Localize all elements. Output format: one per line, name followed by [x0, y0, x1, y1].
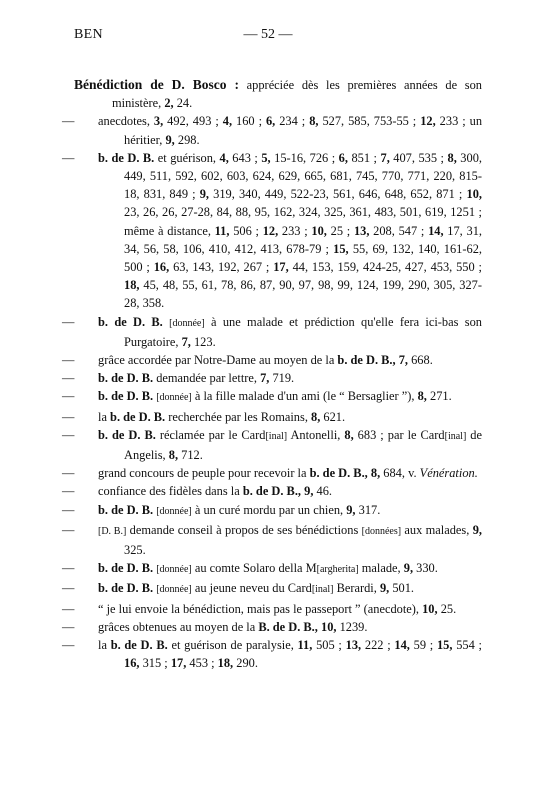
entry-text: 317. [355, 502, 381, 517]
index-subentry [62, 387, 482, 407]
entry-text: grâce accordée par Notre-Dame au moyen de la [98, 353, 338, 368]
entry-text: demandée par lettre, [153, 371, 261, 386]
editorial-insert: [argherita] [316, 564, 359, 576]
bold-ref: 15, [436, 638, 453, 653]
index-subentry [62, 351, 482, 369]
index-subentry [62, 408, 482, 426]
bold-ref: b. de D. B., [242, 484, 302, 499]
index-subentry [62, 559, 482, 579]
bold-ref: 12, [262, 223, 279, 238]
entry-text: 300, 449, 511, 592, 602, 603, 624, 629, 665, 681, 745, 770, 771, 220, 815-18, 831, 849 ; [124, 150, 482, 202]
bold-ref: 8, [447, 150, 457, 165]
bold-ref: 10, [422, 601, 438, 616]
bold-ref: 7, [181, 334, 191, 349]
editorial-insert: [inal] [311, 584, 334, 596]
entry-dash: — [62, 409, 75, 424]
entry-text: 506 ; [229, 223, 263, 238]
entry-dash: — [62, 484, 75, 499]
bold-ref: 7, [380, 150, 390, 165]
index-subentry [62, 501, 482, 521]
entry-text: 290. [233, 656, 258, 671]
entry-text: 683 ; par le Card [353, 427, 445, 442]
entry-text: réclamée par le Card [155, 427, 266, 442]
entry-dash: — [62, 427, 75, 442]
bold-ref: 12, [420, 114, 436, 129]
entry-text: 643 ; [228, 150, 262, 165]
bold-ref: 9, [199, 187, 210, 202]
bold-ref: 8, [370, 466, 381, 481]
bold-ref: 8, [311, 409, 321, 424]
bold-ref: 8, [344, 427, 354, 442]
entry-text: 24. [173, 96, 193, 111]
entry-dash: — [62, 638, 75, 653]
entry-text: grand concours de peuple pour recevoir la [98, 466, 310, 481]
entry-text: 45, 48, 55, 61, 78, 86, 87, 90, 97, 98, 99, 124, 199, 290, 305, 327-28, 358. [124, 278, 482, 311]
entry-text: malade, [358, 561, 404, 576]
entry-dash: — [62, 389, 75, 404]
bold-ref: 9, [304, 484, 314, 499]
editorial-insert: [D. B.] [98, 525, 127, 537]
bold-ref: 10, [321, 619, 337, 634]
entry-text: recherchée par les Romains, [165, 409, 312, 424]
entry-text: 25. [437, 601, 457, 616]
entry-text: 492, 493 ; [163, 114, 223, 129]
entry-text: 319, 340, 449, 522-23, 561, 646, 648, 652, 871 ; [209, 187, 467, 202]
entry-text: 15-16, 726 ; [270, 150, 339, 165]
editorial-insert: [données] [361, 525, 402, 537]
bold-ref: 7, [398, 353, 409, 368]
index-subentry [62, 149, 482, 313]
bold-ref: 9, [472, 522, 482, 537]
entry-dash: — [62, 581, 75, 596]
bold-ref: 3, [153, 114, 164, 129]
bold-ref: b. de D. B. [98, 314, 163, 329]
bold-ref: b. de D. B. [98, 427, 156, 442]
page-number: — 52 — [243, 27, 293, 42]
bold-ref: b. de D. B., [337, 353, 396, 368]
entry-dash: — [62, 466, 75, 481]
entry-text: appréciée dès les premières années de son ministère, [112, 78, 482, 111]
bold-ref: 7, [260, 371, 270, 386]
entry-text: 851 ; [347, 150, 381, 165]
bold-ref: B. de D. B., [258, 619, 318, 634]
index-entry-main [62, 76, 482, 112]
entry-text: à une malade et prédiction qu'elle fera ici-bas son Purgatoire, [124, 314, 482, 349]
entry-text: 123. [190, 334, 216, 349]
bold-ref: b. de D. B. [98, 389, 154, 404]
editorial-insert: [donnée] [156, 564, 192, 576]
bold-ref: 9, [346, 502, 356, 517]
bold-ref: 8, [168, 448, 179, 463]
bold-ref: 13, [345, 638, 362, 653]
entry-text: 233 ; [278, 223, 312, 238]
entry-text: 1239. [336, 619, 368, 634]
entry-text: aux malades, [401, 522, 473, 537]
entry-text: au comte Solaro della M [191, 561, 317, 576]
running-head-left: BEN [74, 27, 103, 42]
index-subentry [62, 482, 482, 500]
entry-dash: — [62, 522, 75, 537]
bold-ref: 15, [333, 241, 349, 256]
bold-ref: Bénédiction de D. Bosco : [74, 77, 239, 92]
entry-text: 325. [124, 543, 146, 558]
entry-dash: — [62, 371, 75, 386]
bold-ref: 2, [164, 96, 174, 111]
index-subentry [62, 636, 482, 672]
editorial-insert: [donnée] [169, 317, 205, 329]
index-subentry [62, 313, 482, 351]
index-subentry [62, 426, 482, 464]
bold-ref: 11, [214, 223, 230, 238]
entry-dash: — [62, 114, 75, 129]
entry-text: de Angelis, [124, 427, 482, 463]
bold-ref: 10, [466, 187, 482, 202]
entry-text: 505 ; [312, 638, 346, 653]
bold-ref: 8, [417, 389, 427, 404]
entry-text: demande conseil à propos de ses bénédictions [126, 522, 362, 537]
entry-text: confiance des fidèles dans la [98, 484, 243, 499]
bold-ref: b. de D. B. [98, 581, 154, 596]
index-subentry [62, 369, 482, 387]
entry-text: 44, 153, 159, 424-25, 427, 453, 550 ; [288, 260, 482, 275]
entry-text: 23, 26, 26, 27-28, 84, 88, 95, 162, 324, 325, 361, 483, 501, 619, 1251 ; même à distance, [124, 205, 482, 238]
editorial-insert: [inal] [444, 430, 467, 442]
editorial-insert: [donnée] [156, 584, 192, 596]
entry-text: 712. [178, 448, 203, 463]
index-subentry [62, 464, 482, 482]
bold-ref: 17, [273, 260, 289, 275]
bold-ref: 11, [297, 638, 313, 653]
entry-text: 208, 547 ; [369, 223, 429, 238]
bold-ref: 9, [379, 581, 390, 596]
bold-ref: 6, [265, 114, 276, 129]
entry-dash: — [62, 314, 75, 329]
index-body [62, 76, 482, 673]
entry-text: 25 ; [326, 223, 354, 238]
bold-ref: 5, [261, 150, 271, 165]
entry-text: au jeune neveu du Card [191, 581, 312, 596]
entry-text: grâces obtenues au moyen de la [98, 619, 259, 634]
bold-ref: 4, [219, 150, 229, 165]
bold-ref: b. de D. B. [98, 150, 155, 165]
entry-text: à la fille malade d'un ami (le “ Bersaglier ”), [191, 389, 418, 404]
entry-text: 55, 69, 132, 140, 161-62, 500 ; [124, 241, 482, 275]
bold-ref: 8, [309, 114, 319, 129]
entry-text: Berardi, [333, 581, 380, 596]
entry-text: 271. [426, 389, 452, 404]
entry-text: la [98, 409, 111, 424]
index-subentry [62, 112, 482, 148]
editorial-insert: [donnée] [156, 505, 192, 517]
entry-text: anecdotes, [98, 114, 154, 129]
bold-ref: 6, [338, 150, 348, 165]
entry-dash: — [62, 353, 75, 368]
entry-text: 719. [269, 371, 295, 386]
entry-dash: — [62, 150, 75, 165]
entry-dash: — [62, 601, 75, 616]
bold-ref: 10, [311, 223, 327, 238]
entry-text: Antonelli, [287, 427, 345, 442]
index-subentry [62, 521, 482, 559]
entry-text: 554 ; [452, 638, 482, 653]
entry-text: 17, 31, 34, 56, 58, 106, 410, 412, 413, 678-79 ; [124, 223, 482, 256]
bold-ref: b. de D. B. [98, 561, 154, 576]
editorial-insert: [inal] [265, 430, 288, 442]
bold-ref: b. de D. B. [98, 502, 154, 517]
entry-text: et guérison, [154, 150, 220, 165]
entry-text: 59 ; [409, 638, 437, 653]
index-subentry [62, 618, 482, 636]
bold-ref: 14, [394, 638, 410, 653]
bold-ref: 16, [124, 656, 140, 671]
bold-ref: b. de D. B. [110, 638, 168, 653]
entry-text: 407, 535 ; [389, 150, 448, 165]
entry-text: 160 ; [232, 114, 266, 129]
entry-text: 621. [320, 409, 346, 424]
entry-dash: — [62, 561, 75, 576]
bold-ref: b. de D. B. [98, 371, 154, 386]
index-subentry [62, 579, 482, 599]
bold-ref: 9, [403, 561, 414, 576]
bold-ref: 16, [153, 260, 170, 275]
entry-dash: — [62, 619, 75, 634]
bold-ref: 4, [222, 114, 233, 129]
entry-text: 315 ; [139, 656, 171, 671]
entry-text: 46. [313, 484, 333, 499]
bold-ref: 9, [165, 132, 175, 147]
entry-text: 63, 143, 192, 267 ; [169, 260, 274, 275]
bold-ref: b. de D. B. [110, 409, 166, 424]
entry-text: 501. [389, 581, 415, 596]
index-subentry [62, 600, 482, 618]
bold-ref: 18, [124, 278, 140, 293]
entry-text: 222 ; [361, 638, 395, 653]
entry-text: à un curé mordu par un chien, [191, 502, 347, 517]
bold-ref: b. de D. B., [309, 466, 368, 481]
entry-text: 668. [408, 353, 433, 368]
bold-ref: 17, [170, 656, 187, 671]
entry-dash: — [62, 502, 75, 517]
entry-text: Vénération. [419, 466, 478, 481]
editorial-insert: [donnée] [156, 392, 192, 404]
entry-text: 233 ; un héritier, [124, 114, 483, 147]
bold-ref: 14, [428, 223, 444, 238]
entry-text: et guérison de paralysie, [167, 638, 298, 653]
entry-text: la [98, 638, 111, 653]
entry-text: “ je lui envoie la bénédiction, mais pas le passeport ” (anecdote), [98, 601, 423, 616]
bold-ref: 13, [353, 223, 370, 238]
entry-text: 527, 585, 753-55 ; [318, 114, 421, 129]
entry-text: 298. [174, 132, 200, 147]
bold-ref: 18, [217, 656, 234, 671]
entry-text: 330. [413, 561, 438, 576]
entry-text: 234 ; [275, 114, 310, 129]
entry-text: 453 ; [186, 656, 218, 671]
entry-text: 684, v. [380, 466, 420, 481]
